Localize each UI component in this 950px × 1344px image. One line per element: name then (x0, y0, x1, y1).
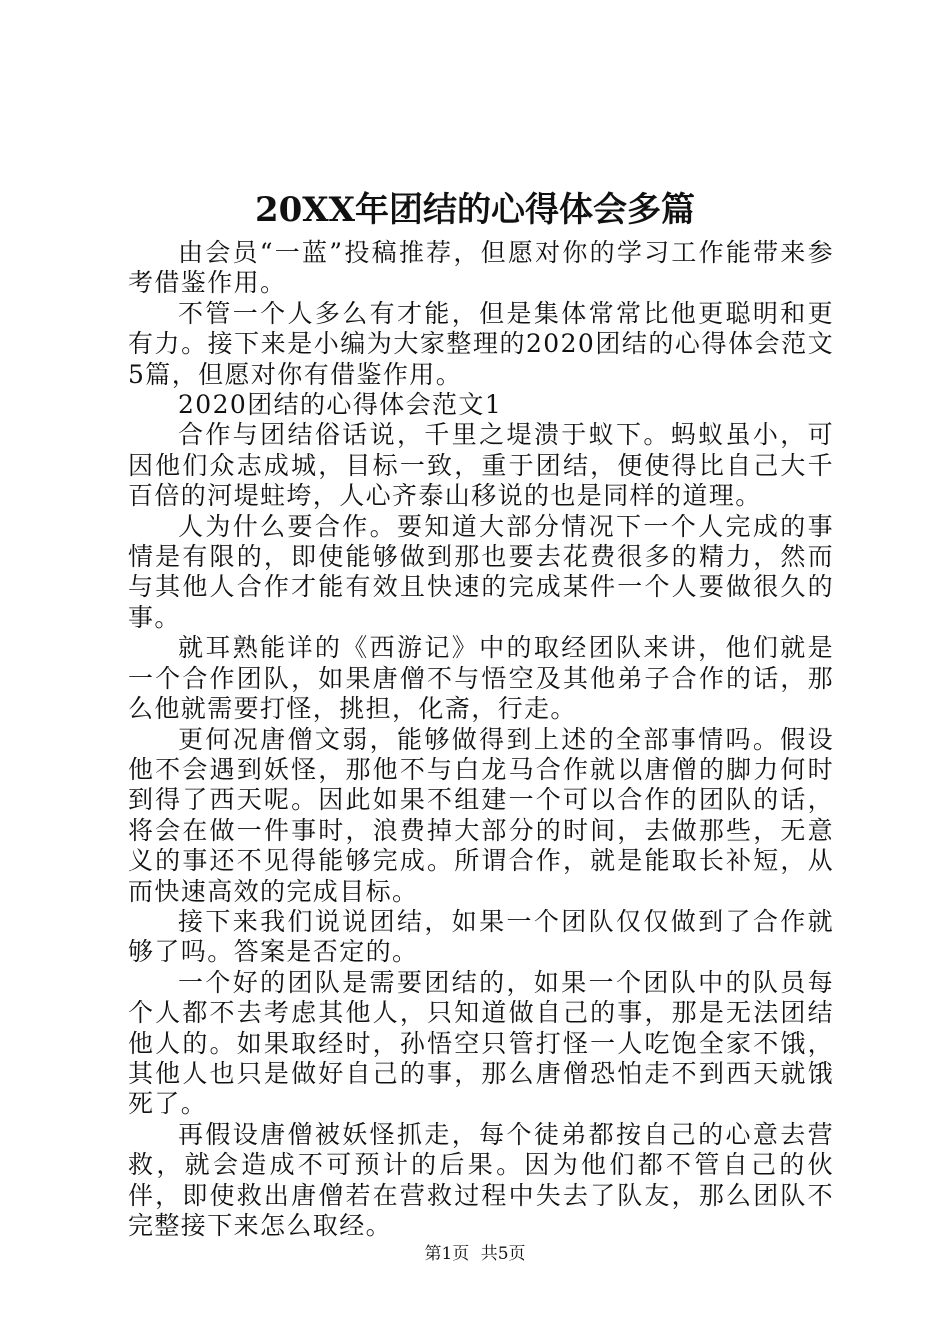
paragraph: 接下来我们说说团结，如果一个团队仅仅做到了合作就够了吗。答案是否定的。 (128, 906, 834, 967)
paragraph: 更何况唐僧文弱，能够做得到上述的全部事情吗。假设他不会遇到妖怪，那他不与白龙马合作就以唐僧的脚力何时到得了西天呢。因此如果不组建一个可以合作的团队的话，将会在做一件事时，浪费掉大部分的时间，去做那些，无意义的事还不见得能够完成。所谓合作，就是能取长补短，从而快速高效的完成目标。 (128, 724, 834, 906)
page-footer (0, 1242, 950, 1266)
paragraph: 再假设唐僧被妖怪抓走，每个徒弟都按自己的心意去营救，就会造成不可预计的后果。因为他们都不管自己的伙伴，即使救出唐僧若在营救过程中失去了队友，那么团队不完整接下来怎么取经。 (128, 1119, 834, 1240)
paragraph-preface: 不管一个人多么有才能，但是集体常常比他更聪明和更有力。接下来是小编为大家整理的2020团结的心得体会范文5篇，但愿对你有借鉴作用。 (128, 298, 834, 389)
paragraph: 人为什么要合作。要知道大部分情况下一个人完成的事情是有限的，即使能够做到那也要去花费很多的精力，然而与其他人合作才能有效且快速的完成某件一个人要做很久的事。 (128, 511, 834, 632)
document-title: 20XX年团结的心得体会多篇 (254, 190, 696, 230)
page-total: 共5页 (480, 1244, 526, 1264)
paragraph: 合作与团结俗话说，千里之堤溃于蚁下。蚂蚁虽小，可因他们众志成城，目标一致，重于团结，便使得比自己大千百倍的河堤蛀垮，人心齐泰山移说的也是同样的道理。 (128, 420, 834, 511)
section-heading: 2020团结的心得体会范文1 (178, 390, 503, 420)
page-number: 第1页 (424, 1244, 470, 1264)
paragraph-intro: 由会员“一蓝”投稿推荐，但愿对你的学习工作能带来参考借鉴作用。 (128, 238, 834, 298)
paragraph: 就耳熟能详的《西游记》中的取经团队来讲，他们就是一个合作团队，如果唐僧不与悟空及其他弟子合作的话，那么他就需要打怪，挑担，化斋，行走。 (128, 633, 834, 724)
document-body (128, 238, 834, 1241)
paragraph: 一个好的团队是需要团结的，如果一个团队中的队员每个人都不去考虑其他人，只知道做自己的事，那是无法团结他人的。如果取经时，孙悟空只管打怪一人吃饱全家不饿，其他人也只是做好自己的事，那么唐僧恐怕走不到西天就饿死了。 (128, 967, 834, 1119)
